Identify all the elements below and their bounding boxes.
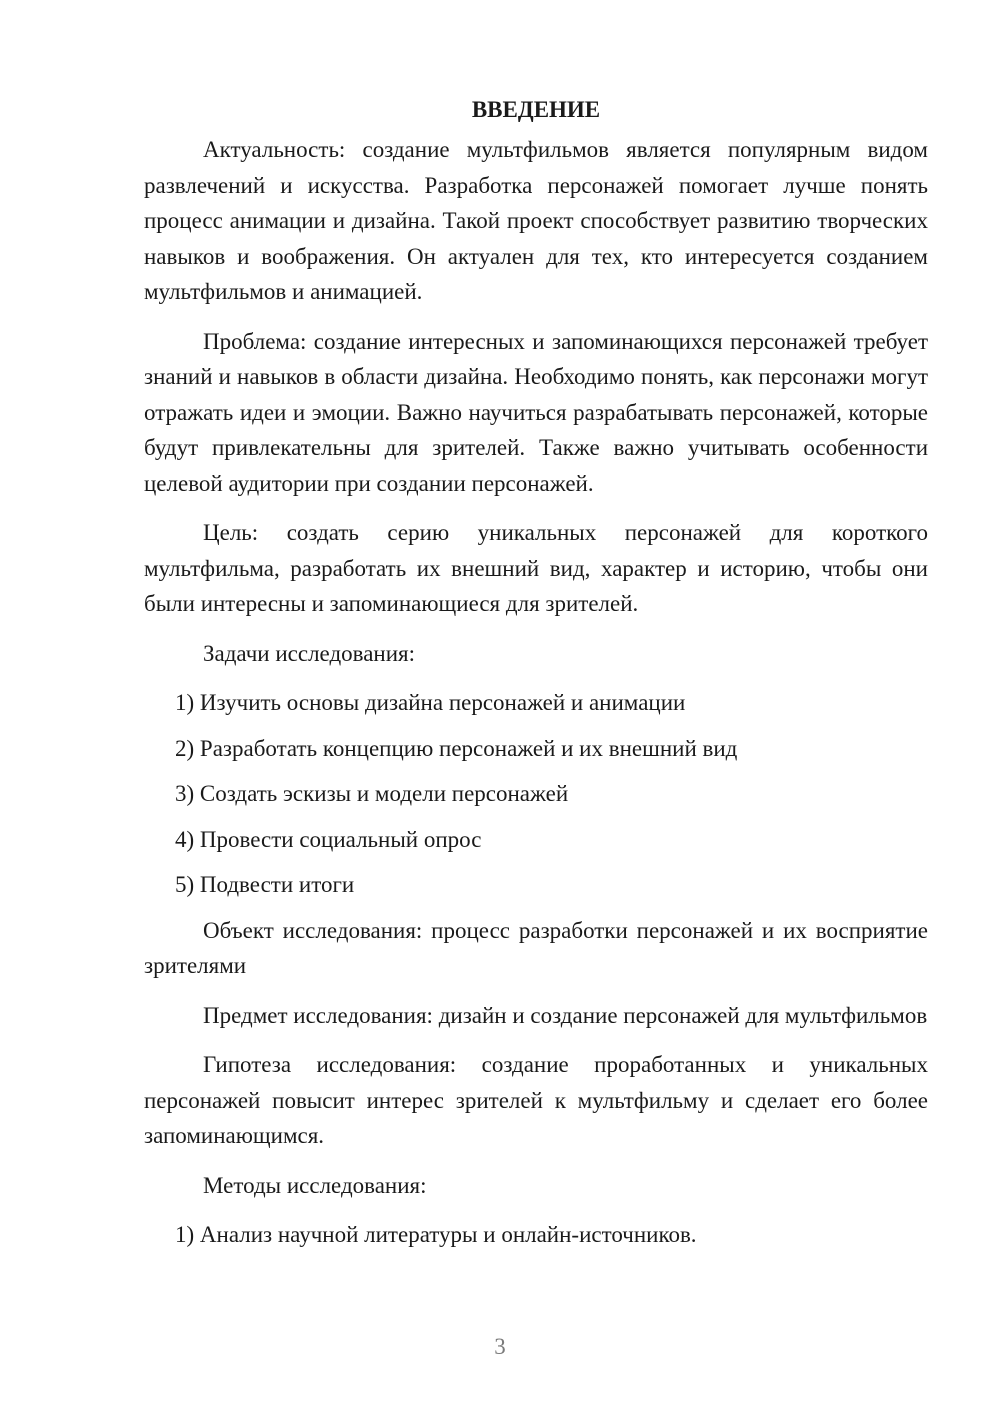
methods-list bbox=[144, 1217, 928, 1253]
subject-paragraph: Предмет исследования: дизайн и создание персонажей для мультфильмов bbox=[203, 1002, 928, 1028]
tasks-title: Задачи исследования: bbox=[203, 640, 416, 666]
page-number: 3 bbox=[494, 1334, 506, 1359]
list-item: 1) Изучить основы дизайна персонажей и анимации bbox=[175, 690, 686, 715]
relevance-paragraph: Актуальность: создание мультфильмов является популярным видом развлечений и искусства. Разработка персонажей помогает лучше понять процесс анимации и дизайна. Такой проект способствует развитию творческих навыков и воображения. Он актуален для тех, кто интересуется созданием мультфильмов и анимацией. bbox=[144, 137, 928, 304]
list-item: 3) Создать эскизы и модели персонажей bbox=[175, 781, 569, 806]
section-heading: ВВЕДЕНИЕ bbox=[471, 97, 601, 122]
list-item: 2) Разработать концепцию персонажей и их внешний вид bbox=[175, 735, 738, 761]
goal-paragraph: Цель: создать серию уникальных персонажей для короткого мультфильма, разработать их внешний вид, характер и историю, чтобы они были интересны и запоминающиеся для зрителей. bbox=[144, 520, 928, 616]
document-page bbox=[144, 92, 928, 1263]
problem-paragraph: Проблема: создание интересных и запоминающихся персонажей требует знаний и навыков в области дизайна. Необходимо понять, как персонажи могут отражать идеи и эмоции. Важно научиться разрабатывать персонажей, которые будут привлекательны для зрителей. Также важно учитывать особенности целевой аудитории при создании персонажей. bbox=[144, 328, 928, 496]
object-paragraph: Объект исследования: процесс разработки персонажей и их восприятие зрителями bbox=[144, 917, 928, 978]
methods-title: Методы исследования: bbox=[203, 1172, 427, 1198]
hypothesis-paragraph: Гипотеза исследования: создание проработанных и уникальных персонажей повысит интерес зрителей к мультфильму и сделает его более запоминающимся. bbox=[144, 1052, 928, 1148]
list-item: 4) Провести социальный опрос bbox=[175, 826, 482, 852]
list-item: 5) Подвести итоги bbox=[175, 872, 355, 897]
list-item: 1) Анализ научной литературы и онлайн-источников. bbox=[175, 1222, 697, 1247]
tasks-list bbox=[144, 685, 928, 903]
